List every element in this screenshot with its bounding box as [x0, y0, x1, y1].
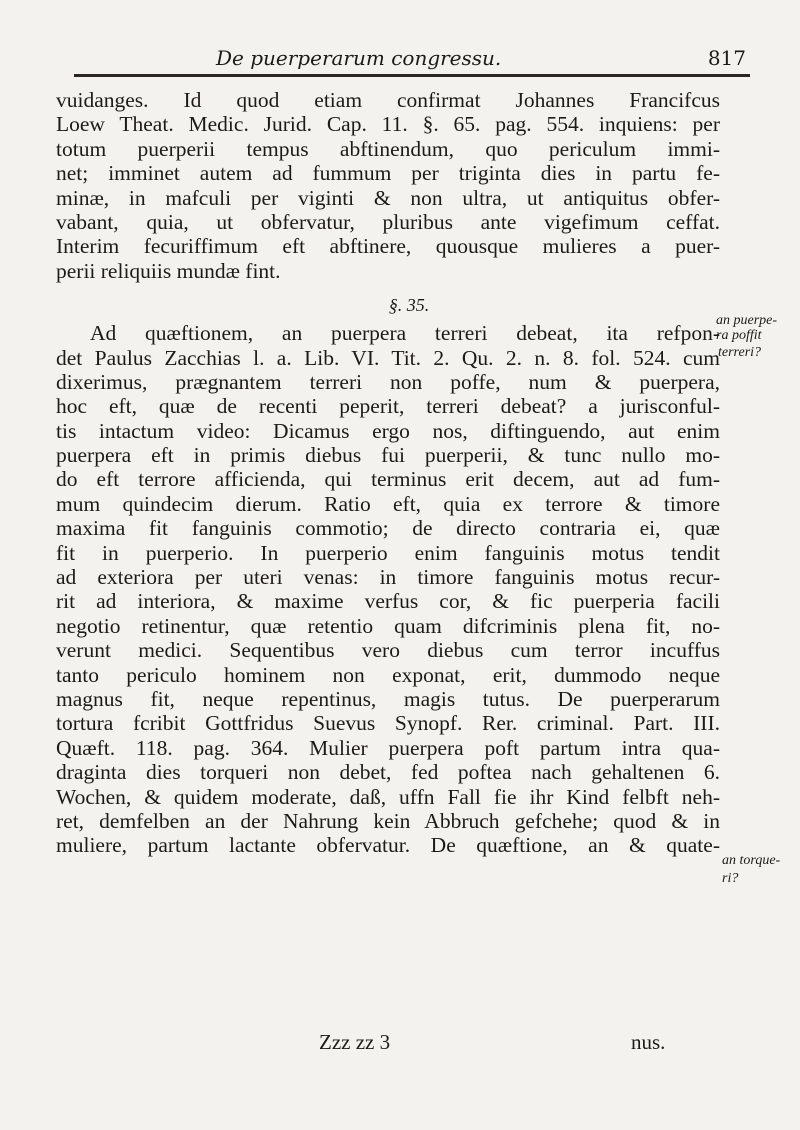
page-number: 817 — [707, 46, 746, 70]
text-line: Quæft. 118. pag. 364. Mulier puerpera poft partum intra qua- — [56, 735, 720, 760]
body-text — [56, 88, 720, 858]
text-line: Wochen, & quidem moderate, daß, uffn Fall fie ihr Kind felbft neh- — [56, 784, 720, 809]
catchword: nus. — [631, 1030, 666, 1054]
text-line: negotio retinentur, quæ retentio quam difcriminis plena fit, no- — [56, 613, 720, 638]
text-line: mum quindecim dierum. Ratio eft, quia ex terrore & timore — [56, 491, 720, 516]
text-line: maxima fit fanguinis commotio; de directo contraria ei, quæ — [56, 516, 720, 541]
text-line: det Paulus Zacchias l. a. Lib. VI. Tit. 2. Qu. 2. n. 8. fol. 524. cum — [56, 345, 720, 370]
text-line: vabant, quia, ut obfervatur, pluribus ante vigefimum ceffat. — [56, 209, 720, 234]
text-line: minæ, in mafculi per viginti & non ultra, ut antiquitus obfer- — [56, 185, 720, 210]
marginal-note: ri? — [722, 871, 739, 886]
header-rule — [74, 74, 750, 77]
text-line: puerpera eft in primis diebus fui puerperii, & tunc nullo mo- — [56, 443, 720, 468]
text-line: fit in puerperio. In puerperio enim fanguinis motus tendit — [56, 540, 720, 565]
text-line: magnus fit, neque repentinus, magis tutus. De puerperarum — [56, 686, 720, 711]
marginal-note: terreri? — [718, 345, 762, 360]
text-line: hoc eft, quæ de recenti peperit, terreri debeat? a jurisconful- — [56, 394, 720, 419]
text-line: do eft terrore afficienda, qui terminus erit decem, aut ad fum- — [56, 467, 720, 492]
running-title: De puerperarum congressu. — [216, 46, 502, 70]
running-head — [60, 40, 780, 80]
text-line: tis intactum video: Dicamus ergo nos, diftinguendo, aut enim — [56, 418, 720, 443]
text-line: vuidanges. Id quod etiam confirmat Johannes Francifcus — [56, 88, 720, 112]
text-line: Loew Theat. Medic. Jurid. Cap. 11. §. 65. pag. 554. inquiens: per — [56, 112, 720, 137]
marginal-note: ra poffit — [716, 328, 762, 343]
signature-mark: Zzz zz 3 — [319, 1030, 391, 1054]
text-line: tortura fcribit Gottfridus Suevus Synopf. Rer. criminal. Part. III. — [56, 711, 720, 736]
text-line: verunt medici. Sequentibus vero diebus cum terror incuffus — [56, 638, 720, 663]
text-line: perii reliquiis mundæ fint. — [56, 258, 281, 283]
text-line: totum puerperii tempus abftinendum, quo periculum immi- — [56, 136, 720, 161]
footer-line — [56, 1030, 720, 1056]
text-line: Ad quæftionem, an puerpera terreri debeat, ita refpon- — [90, 321, 720, 346]
marginal-note: an torque- — [722, 853, 781, 868]
text-line: muliere, partum lactante obfervatur. De quæftione, an & quate- — [56, 833, 720, 858]
text-line: Interim fecuriffimum eft abftinere, quousque mulieres a puer- — [56, 234, 720, 259]
text-line: ad exteriora per uteri venas: in timore fanguinis motus recur- — [56, 565, 720, 590]
text-line: tanto periculo hominem non exponat, erit, dummodo neque — [56, 662, 720, 687]
marginal-note: an puerpe- — [716, 313, 778, 328]
text-line: ret, demfelben an der Nahrung kein Abbruch gefchehe; quod & in — [56, 808, 720, 833]
section-mark: §. 35. — [388, 295, 430, 316]
text-line: draginta dies torqueri non debet, fed poftea nach gehaltenen 6. — [56, 760, 720, 785]
text-line: net; imminet autem ad fummum per triginta dies in partu fe- — [56, 161, 720, 186]
text-line: dixerimus, prægnantem terreri non poffe, num & puerpera, — [56, 369, 720, 394]
text-line: rit ad interiora, & maxime verfus cor, & fic puerperia facili — [56, 589, 720, 614]
